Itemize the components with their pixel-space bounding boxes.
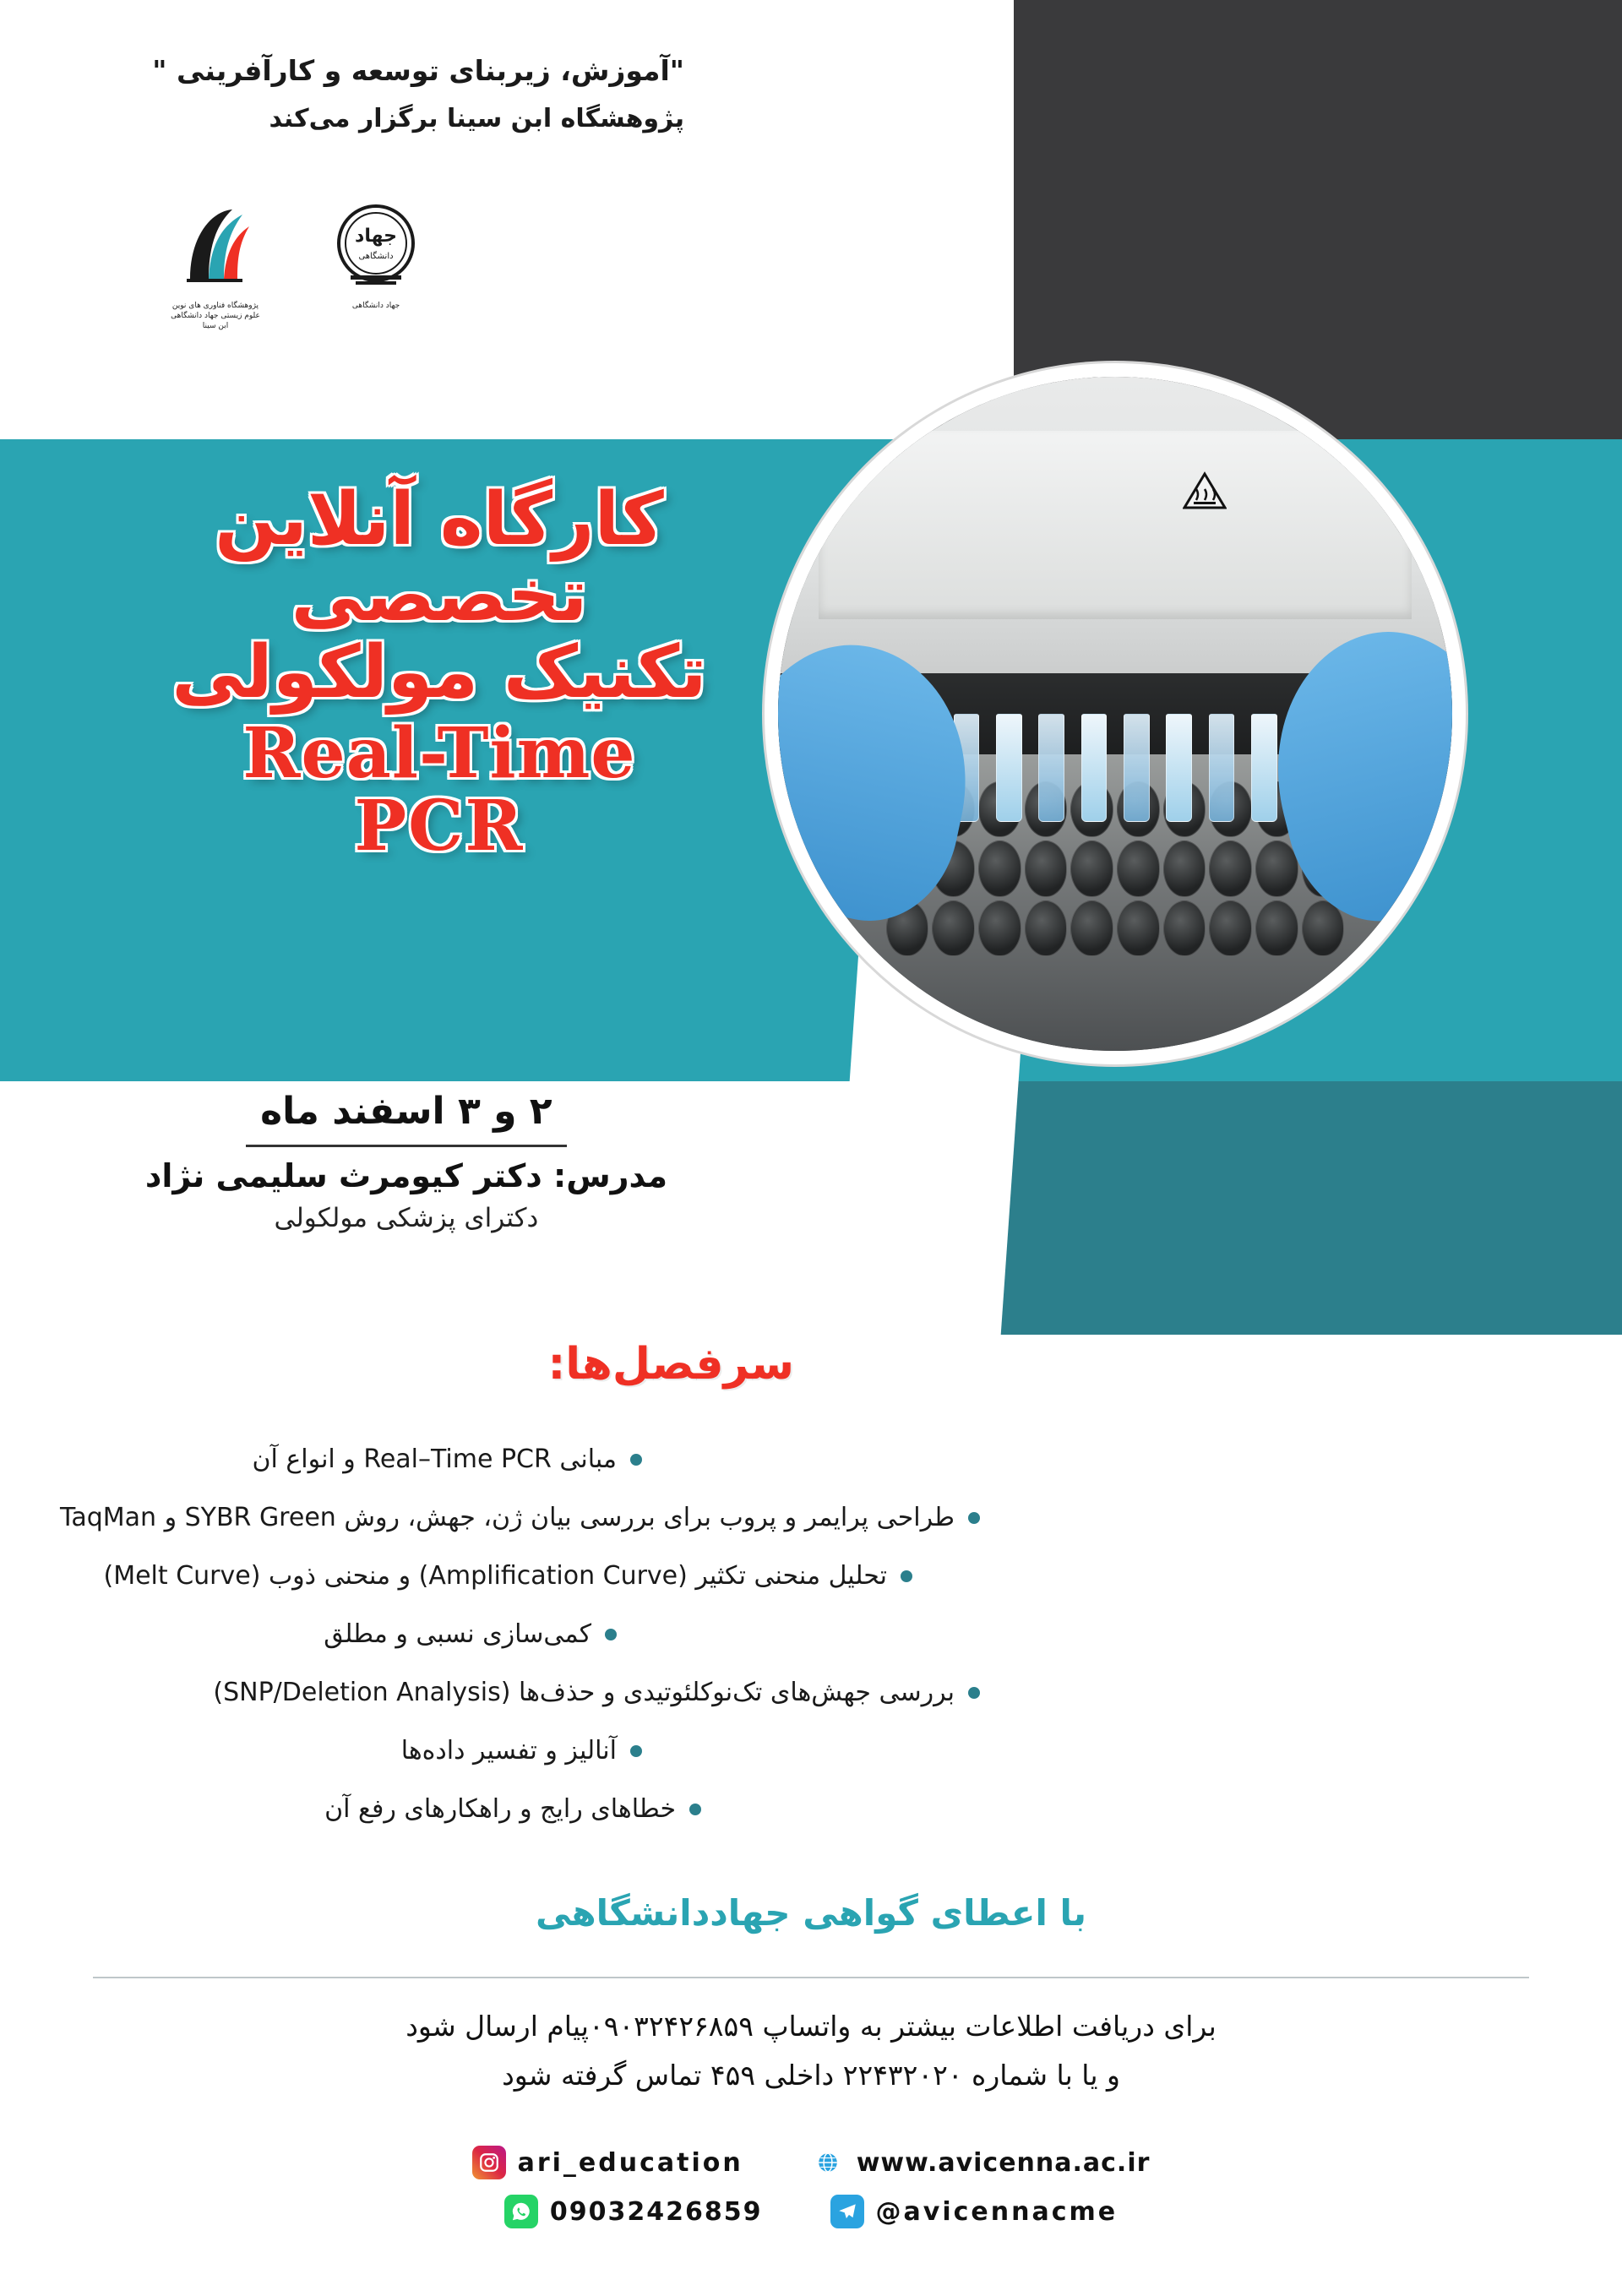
title-line-5: PCR: [354, 785, 525, 867]
header-text: [152, 49, 684, 139]
instructor-name: مدرس: دکتر کیومرث سلیمی نژاد: [144, 1157, 667, 1194]
instagram-text: ari_education: [517, 2147, 743, 2178]
website-link[interactable]: [811, 2146, 1151, 2179]
bullet-icon: [901, 1570, 912, 1582]
jahad-daneshgahi-logo: [313, 194, 439, 311]
workshop-date: ۲ و ۳ اسفند ماه: [260, 1090, 552, 1133]
contact-line-2: و یا با شماره ۲۲۴۳۲۰۲۰ داخلی ۴۵۹ تماس گرفته شود: [502, 2058, 1120, 2092]
social-links: [0, 2146, 1622, 2228]
page-title: [118, 477, 760, 867]
telegram-icon: [830, 2195, 864, 2228]
header-organizer: پژوهشگاه ابن سینا برگزار می‌کند: [269, 103, 684, 133]
contact-line-1: برای دریافت اطلاعات بیشتر به واتساپ ۰۹۰۳۲۴۲۶۸۵۹پیام ارسال شود: [406, 2010, 1216, 2043]
bullet-icon: [605, 1629, 617, 1640]
topics-heading: سرفصل‌ها:: [547, 1339, 794, 1390]
avicenna-logo-icon: [165, 194, 266, 296]
title-line-3: تکنیک مولکولی: [171, 629, 707, 715]
globe-icon: [811, 2146, 845, 2179]
telegram-text: @avicennacme: [875, 2196, 1119, 2227]
social-row-2: [504, 2195, 1118, 2228]
list-item: [84, 1673, 1538, 1711]
machine-lid: [819, 431, 1412, 619]
svg-text:جهاد: جهاد: [355, 226, 397, 247]
avicenna-research-institute-logo: [152, 194, 279, 331]
contact-info: [0, 2002, 1622, 2100]
instagram-link[interactable]: [472, 2146, 743, 2179]
topics-list: [59, 1440, 1538, 1848]
topic-text: تحلیل منحنی تکثیر (Amplification Curve) و منحنی ذوب (Melt Curve): [103, 1561, 887, 1591]
header-slogan: "آموزش، زیربنای توسعه و کارآفرینی ": [152, 54, 684, 87]
telegram-link[interactable]: [830, 2195, 1119, 2228]
bullet-icon: [968, 1687, 980, 1699]
list-item: [84, 1615, 1538, 1653]
list-item: [84, 1557, 1538, 1595]
topic-text: مبانی Real–Time PCR و انواع آن: [252, 1445, 617, 1474]
logo-group: [152, 194, 439, 331]
hot-surface-warning-icon: [1183, 471, 1227, 510]
topic-text: بررسی جهش‌های تک‌نوکلئوتیدی و حذف‌ها (SNP/Deletion Analysis): [213, 1678, 955, 1707]
whatsapp-icon: [504, 2195, 538, 2228]
website-text: www.avicenna.ac.ir: [856, 2147, 1151, 2178]
whatsapp-link[interactable]: [504, 2195, 763, 2228]
bullet-icon: [689, 1804, 701, 1815]
bullet-icon: [630, 1745, 642, 1757]
title-line-1: کارگاه آنلاین: [215, 477, 664, 562]
avicenna-logo-caption: پژوهشگاه فناوری های نوین علوم زیستی جهاد دانشگاهی ابن سینا: [171, 302, 260, 331]
bullet-icon: [630, 1454, 642, 1466]
list-item: [59, 1499, 1538, 1537]
list-item: [84, 1732, 1538, 1770]
title-line-2: تخصصی: [291, 553, 588, 639]
topic-text: طراحی پرایمر و پروب برای بررسی بیان ژن، جهش، روش SYBR Green و TaqMan: [59, 1503, 955, 1532]
list-item: [84, 1440, 1538, 1478]
certificate-note: با اعطای گواهی جهاددانشگاهی: [535, 1892, 1087, 1934]
bullet-icon: [968, 1512, 980, 1524]
svg-text:دانشگاهی: دانشگاهی: [358, 252, 394, 261]
list-item: [84, 1790, 1538, 1828]
title-line-4: Real-Time: [242, 712, 636, 794]
schedule-block: [145, 1090, 667, 1233]
pcr-machine-photo: [765, 363, 1466, 1064]
jahad-logo-icon: [325, 194, 427, 296]
jahad-logo-caption: جهاد دانشگاهی: [351, 302, 400, 310]
instagram-icon: [472, 2146, 506, 2179]
topic-text: آنالیز و تفسیر داده‌ها: [400, 1736, 617, 1766]
divider-rule: [246, 1145, 567, 1147]
topic-text: خطاهای رایج و راهکارهای رفع آن: [324, 1794, 676, 1824]
section-divider: [93, 1977, 1529, 1978]
whatsapp-text: 09032426859: [549, 2196, 763, 2227]
topic-text: کمی‌سازی نسبی و مطلق: [324, 1619, 591, 1649]
social-row-1: [472, 2146, 1151, 2179]
instructor-title: دکترای پزشکی مولکولی: [274, 1203, 539, 1233]
pcr-tube-strip: [953, 714, 1276, 822]
